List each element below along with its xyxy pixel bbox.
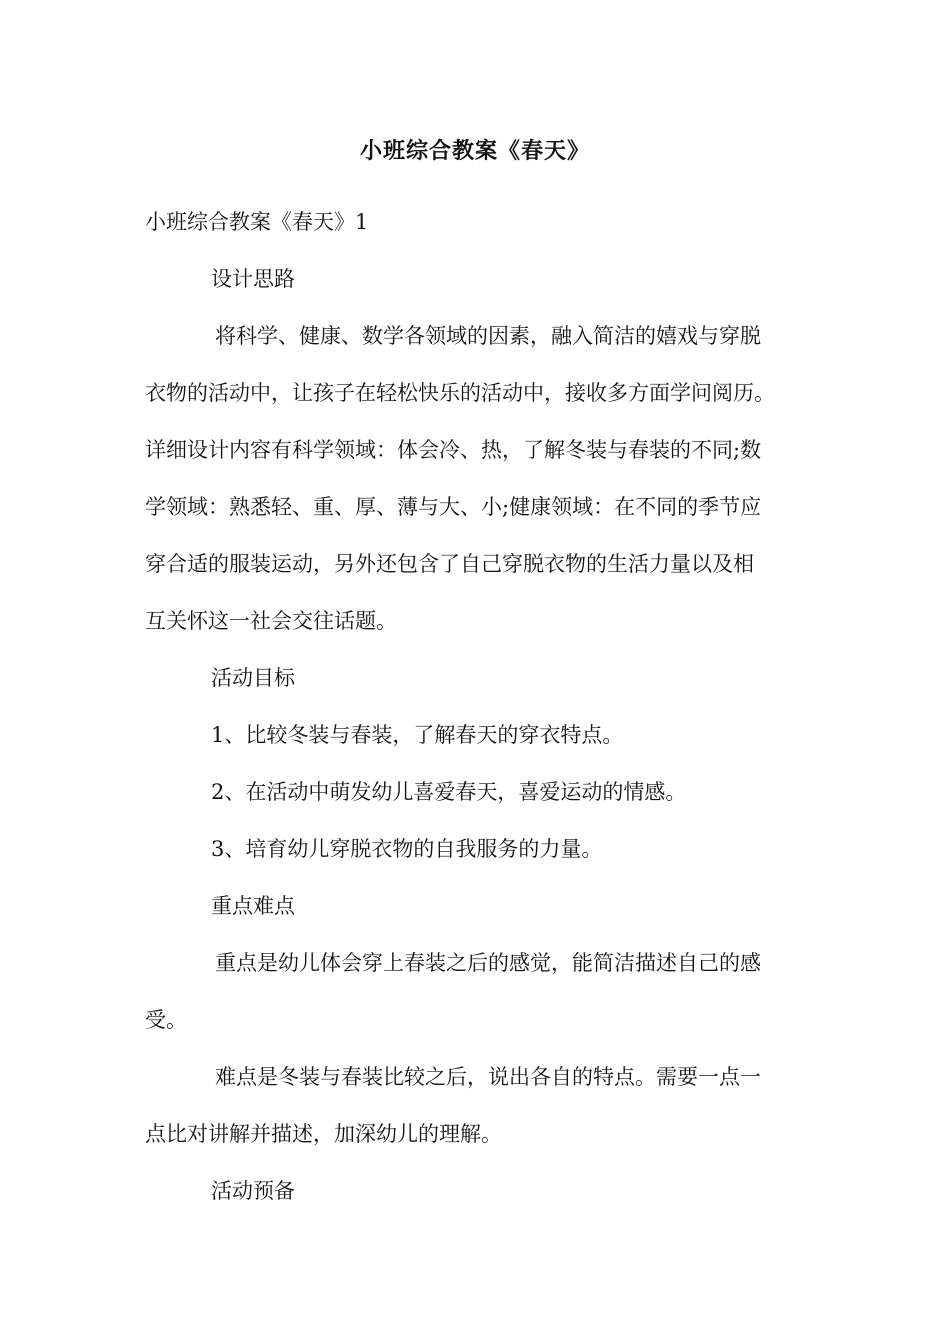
prep-heading: 活动预备	[211, 1179, 295, 1203]
document-title: 小班综合教案《春天》	[359, 138, 590, 164]
design-heading: 设计思路	[211, 267, 295, 291]
design-paragraph-line: 学领域：熟悉轻、重、厚、薄与大、小;健康领域：在不同的季节应	[145, 495, 762, 519]
key-heading: 重点难点	[211, 894, 295, 918]
design-paragraph-line: 衣物的活动中，让孩子在轻松快乐的活动中，接收多方面学问阅历。	[145, 381, 775, 405]
design-paragraph-line: 详细设计内容有科学领域：体会冷、热，了解冬装与春装的不同;数	[145, 438, 762, 462]
lesson-subtitle: 小班综合教案《春天》1	[145, 210, 369, 234]
key-paragraph-line: 重点是幼儿体会穿上春装之后的感觉，能简洁描述自己的感	[215, 951, 761, 975]
goal-item: 3、培育幼儿穿脱衣物的自我服务的力量。	[211, 837, 603, 861]
design-paragraph-line: 穿合适的服装运动，另外还包含了自己穿脱衣物的生活力量以及相	[145, 552, 754, 576]
key-paragraph-line: 受。	[145, 1008, 187, 1032]
design-paragraph-line: 将科学、健康、数学各领域的因素，融入简洁的嬉戏与穿脱	[215, 324, 761, 348]
goal-item: 1、比较冬装与春装，了解春天的穿衣特点。	[211, 723, 624, 747]
design-paragraph-line: 互关怀这一社会交往话题。	[145, 609, 397, 633]
difficult-paragraph-line: 点比对讲解并描述，加深幼儿的理解。	[145, 1122, 502, 1146]
difficult-paragraph-line: 难点是冬装与春装比较之后，说出各自的特点。需要一点一	[215, 1065, 761, 1089]
goals-heading: 活动目标	[211, 666, 295, 690]
goal-item: 2、在活动中萌发幼儿喜爱春天，喜爱运动的情感。	[211, 780, 687, 804]
